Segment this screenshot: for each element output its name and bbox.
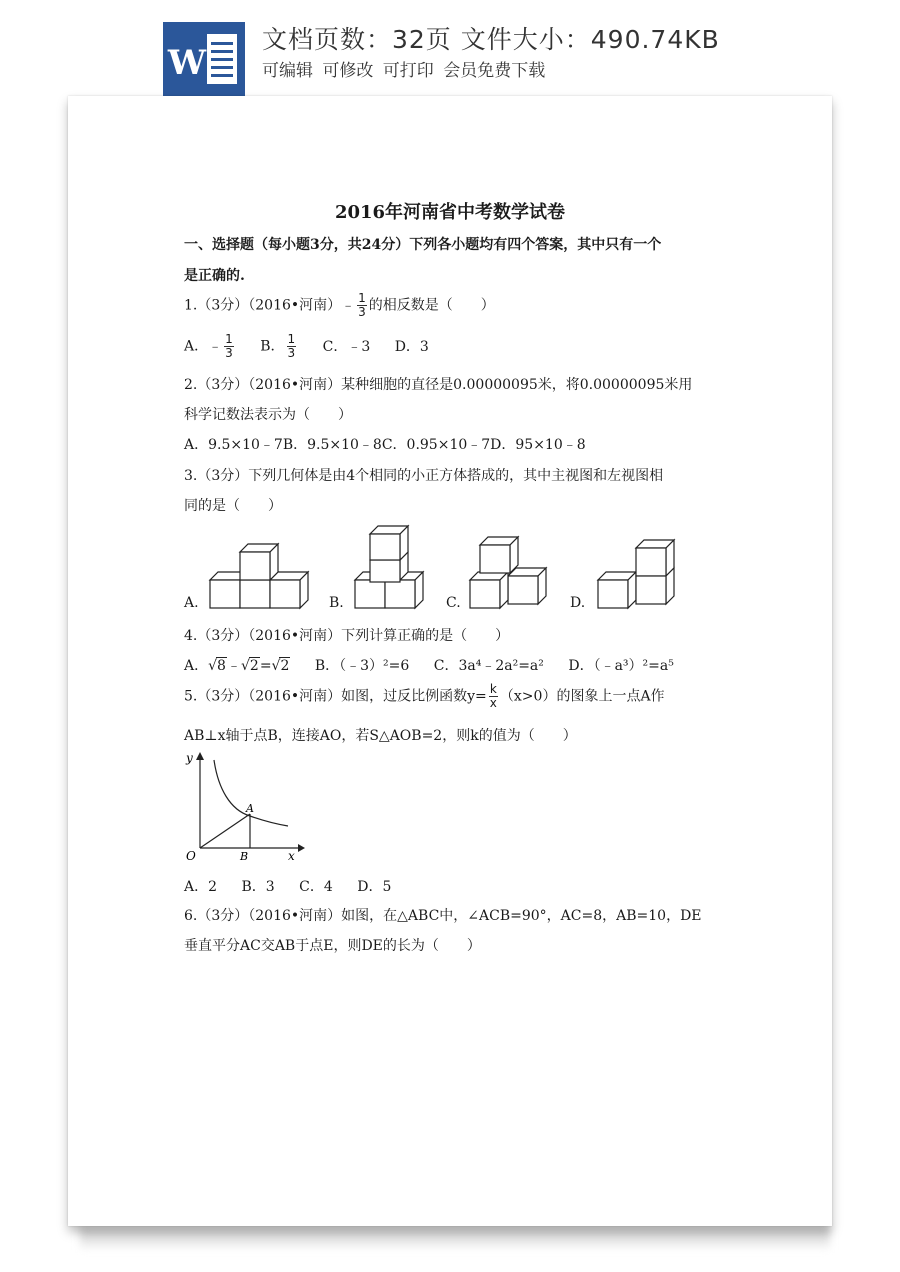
question-4: 4.（3分）（2016•河南）下列计算正确的是（ ） (184, 628, 510, 644)
x-axis-arrow (298, 844, 305, 852)
graph-label-o: O (186, 849, 196, 863)
q5-options (184, 876, 411, 896)
q3-label-a: A. (184, 595, 199, 611)
q4-options (184, 655, 694, 675)
graph-label-b: B (240, 850, 249, 863)
question-6-line1: 6.（3分）（2016•河南）如图，在△ABC中，∠ACB=90°，AC=8，AB=10，DE (184, 908, 702, 924)
section1-heading-line1: 一、选择题（每小题3分，共24分）下列各小题均有四个答案，其中只有一个 (184, 237, 662, 253)
q1-fraction (357, 292, 367, 319)
q5-frac-num: k (489, 682, 497, 696)
q5-frac-den: x (489, 696, 497, 710)
q1-b-den: 3 (287, 346, 296, 360)
q1-option-a-label: A．﹣ (184, 338, 223, 355)
word-logo-letter: W (167, 43, 207, 83)
q5-prefix: 5.（3分）（2016•河南）如图，过反比例函数y= (184, 688, 487, 705)
q2-options: A．9.5×10﹣7B．9.5×10﹣8C．0.95×10﹣7D．95×10﹣8 (184, 437, 586, 453)
q3-label-b: B. (329, 595, 344, 611)
q1-prefix: 1.（3分）（2016•河南）﹣ (184, 297, 356, 314)
q5-suffix: （x>0）的图象上一点A作 (499, 688, 665, 705)
y-axis-arrow (196, 752, 204, 760)
question-1 (184, 292, 495, 319)
q4-a-radicand-2: 2 (249, 658, 259, 674)
q1-option-b-label: B． (260, 338, 285, 355)
graph-label-y: y (186, 751, 193, 765)
question-3-line1: 3.（3分）下列几何体是由4个相同的小正方体搭成的，其中主视图和左视图相 (184, 468, 664, 484)
q1-option-b-frac (287, 333, 297, 360)
question-3-line2: 同的是（ ） (184, 498, 282, 514)
q5-option-b: B．3 (241, 879, 275, 895)
q5-option-c: C．4 (299, 879, 333, 895)
q4-a-radicand-3: 2 (280, 658, 290, 674)
graph-label-a: A (246, 802, 254, 815)
cube-figure-d (598, 540, 674, 608)
q1-option-d: D．3 (394, 338, 429, 355)
hyperbola-curve (214, 760, 288, 826)
q3-cube-figures (200, 520, 700, 615)
q4-a-radicand-1: 8 (217, 658, 226, 674)
q5-option-d: D．5 (357, 879, 392, 895)
q1-b-num: 1 (287, 332, 296, 346)
q5-fraction (489, 683, 498, 710)
q1-option-b (260, 333, 298, 360)
question-5-line1 (184, 683, 665, 710)
question-2-line2: 科学记数法表示为（ ） (184, 407, 352, 423)
q1-option-a-frac (224, 333, 234, 360)
q4-option-b: B．（﹣3）²=6 (314, 658, 410, 674)
segment-ao (200, 814, 250, 848)
q1-frac-num: 1 (358, 291, 366, 305)
q4-a-prefix: A． (184, 658, 209, 674)
q5-graph-figure (178, 748, 308, 866)
cube-figure-a (210, 544, 308, 608)
q4-a-equals: = (259, 658, 272, 674)
q1-option-a (184, 333, 236, 360)
q4-option-a: A．√8﹣√2=√2 (184, 658, 290, 674)
q1-suffix: 的相反数是（ ） (368, 297, 495, 314)
question-2-line1: 2.（3分）（2016•河南）某种细胞的直径是0.00000095米，将0.00000095米用 (184, 377, 693, 393)
q4-option-c: C．3a⁴﹣2a²=a² (433, 658, 544, 674)
document-info-title: 文档页数：32页 文件大小：490.74KB (262, 25, 720, 54)
q3-label-c: C. (446, 595, 461, 611)
doc-title: 2016年河南省中考数学试卷 (334, 202, 566, 223)
question-5-line2: AB⊥x轴于点B，连接AO，若S△AOB=2，则k的值为（ ） (184, 728, 577, 744)
q5-option-a: A．2 (184, 879, 218, 895)
q1-a-den: 3 (225, 346, 233, 360)
q4-option-d: D．（﹣a³）²=a⁵ (568, 658, 674, 674)
cube-figure-b (355, 526, 423, 608)
q1-option-c: C．﹣3 (322, 338, 371, 355)
q1-frac-den: 3 (358, 305, 366, 319)
page-shadow (80, 1226, 830, 1248)
word-icon (163, 22, 245, 96)
q4-a-minus: ﹣ (226, 658, 241, 674)
q1-options (184, 333, 449, 360)
question-6-line2: 垂直平分AC交AB于点E，则DE的长为（ ） (184, 938, 481, 954)
q3-label-d: D. (570, 595, 586, 611)
q1-a-num: 1 (225, 332, 233, 346)
section1-heading-line2: 是正确的. (184, 268, 245, 284)
document-info-subtitle: 可编辑 可修改 可打印 会员免费下载 (262, 61, 546, 81)
cube-figure-c (470, 537, 546, 608)
graph-label-x: x (288, 849, 295, 863)
